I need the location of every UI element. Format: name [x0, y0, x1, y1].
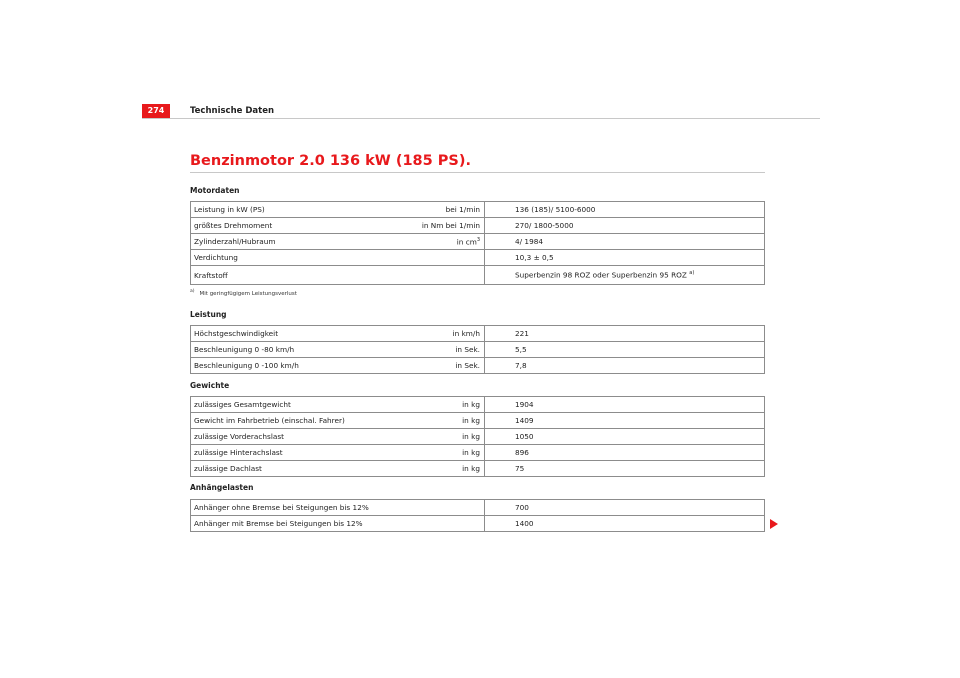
table-row: [191, 250, 765, 266]
row-value: 1050: [485, 429, 765, 445]
row-label: zulässiges Gesamtgewicht: [191, 397, 408, 413]
row-label: Leistung in kW (PS): [191, 202, 408, 218]
row-unit: in kg: [407, 445, 485, 461]
table-row: [191, 342, 765, 358]
row-value: 221: [485, 326, 765, 342]
table-row: [191, 266, 765, 285]
table-row: [191, 202, 765, 218]
row-label: Beschleunigung 0 -100 km/h: [191, 358, 408, 374]
row-unit: in Nm bei 1/min: [407, 218, 485, 234]
row-label: Verdichtung: [191, 250, 408, 266]
table-row: [191, 516, 765, 532]
row-label: Zylinderzahl/Hubraum: [191, 234, 408, 250]
row-value: 4/ 1984: [485, 234, 765, 250]
row-label: Kraftstoff: [191, 266, 408, 285]
footnote-reference: a): [689, 270, 695, 277]
row-unit: in kg: [407, 397, 485, 413]
row-unit: [407, 266, 485, 285]
table-row: [191, 461, 765, 477]
row-value: 270/ 1800-5000: [485, 218, 765, 234]
row-unit: [407, 234, 485, 250]
section-heading-gewichte: Gewichte: [190, 381, 230, 390]
row-unit: [407, 516, 485, 532]
page-number-badge: 274: [142, 104, 170, 118]
row-value: 75: [485, 461, 765, 477]
row-unit: in Sek.: [407, 342, 485, 358]
table-row: [191, 358, 765, 374]
row-label: zulässige Hinterachslast: [191, 445, 408, 461]
footnote: [190, 289, 297, 297]
row-value: 7,8: [485, 358, 765, 374]
row-unit: in kg: [407, 429, 485, 445]
table-row: [191, 218, 765, 234]
row-label: Anhänger ohne Bremse bei Steigungen bis 12%: [191, 500, 408, 516]
table-row: [191, 413, 765, 429]
row-label: Beschleunigung 0 -80 km/h: [191, 342, 408, 358]
row-value: 10,3 ± 0,5: [485, 250, 765, 266]
row-value: 5,5: [485, 342, 765, 358]
page-title: Benzinmotor 2.0 136 kW (185 PS).: [190, 153, 471, 169]
row-value: 896: [485, 445, 765, 461]
row-label: größtes Drehmoment: [191, 218, 408, 234]
table-anhaengelasten: [190, 499, 765, 532]
header-divider: [142, 118, 820, 119]
table-row: [191, 326, 765, 342]
row-unit: in km/h: [407, 326, 485, 342]
row-value: 1400: [485, 516, 765, 532]
row-label: zulässige Vorderachslast: [191, 429, 408, 445]
table-row: [191, 234, 765, 250]
row-unit: in kg: [407, 461, 485, 477]
triangle-right-icon[interactable]: [770, 519, 778, 529]
footnote-text: Mit geringfügigem Leistungsverlust: [199, 290, 297, 297]
table-leistung: [190, 325, 765, 374]
title-divider: [190, 172, 765, 173]
row-unit: bei 1/min: [407, 202, 485, 218]
row-value: [485, 266, 765, 285]
header-section-title: Technische Daten: [190, 106, 275, 116]
footnote-mark: a): [190, 289, 195, 294]
row-unit: in Sek.: [407, 358, 485, 374]
unit-superscript: 3: [476, 236, 480, 243]
section-heading-motordaten: Motordaten: [190, 186, 240, 195]
row-label: Höchstgeschwindigkeit: [191, 326, 408, 342]
row-label: zulässige Dachlast: [191, 461, 408, 477]
unit-text: in cm: [456, 237, 477, 247]
table-row: [191, 397, 765, 413]
row-value: 1904: [485, 397, 765, 413]
table-row: [191, 500, 765, 516]
row-value: 700: [485, 500, 765, 516]
table-row: [191, 429, 765, 445]
table-row: [191, 445, 765, 461]
table-gewichte: [190, 396, 765, 477]
section-heading-anhaengelasten: Anhängelasten: [190, 483, 254, 492]
row-unit: [407, 250, 485, 266]
row-value: 136 (185)/ 5100-6000: [485, 202, 765, 218]
row-value: 1409: [485, 413, 765, 429]
row-label: Gewicht im Fahrbetrieb (einschal. Fahrer): [191, 413, 408, 429]
table-motordaten: [190, 201, 765, 285]
row-unit: [407, 500, 485, 516]
value-text: Superbenzin 98 ROZ oder Superbenzin 95 ROZ: [515, 270, 687, 280]
row-unit: in kg: [407, 413, 485, 429]
row-label: Anhänger mit Bremse bei Steigungen bis 12%: [191, 516, 408, 532]
section-heading-leistung: Leistung: [190, 310, 227, 319]
